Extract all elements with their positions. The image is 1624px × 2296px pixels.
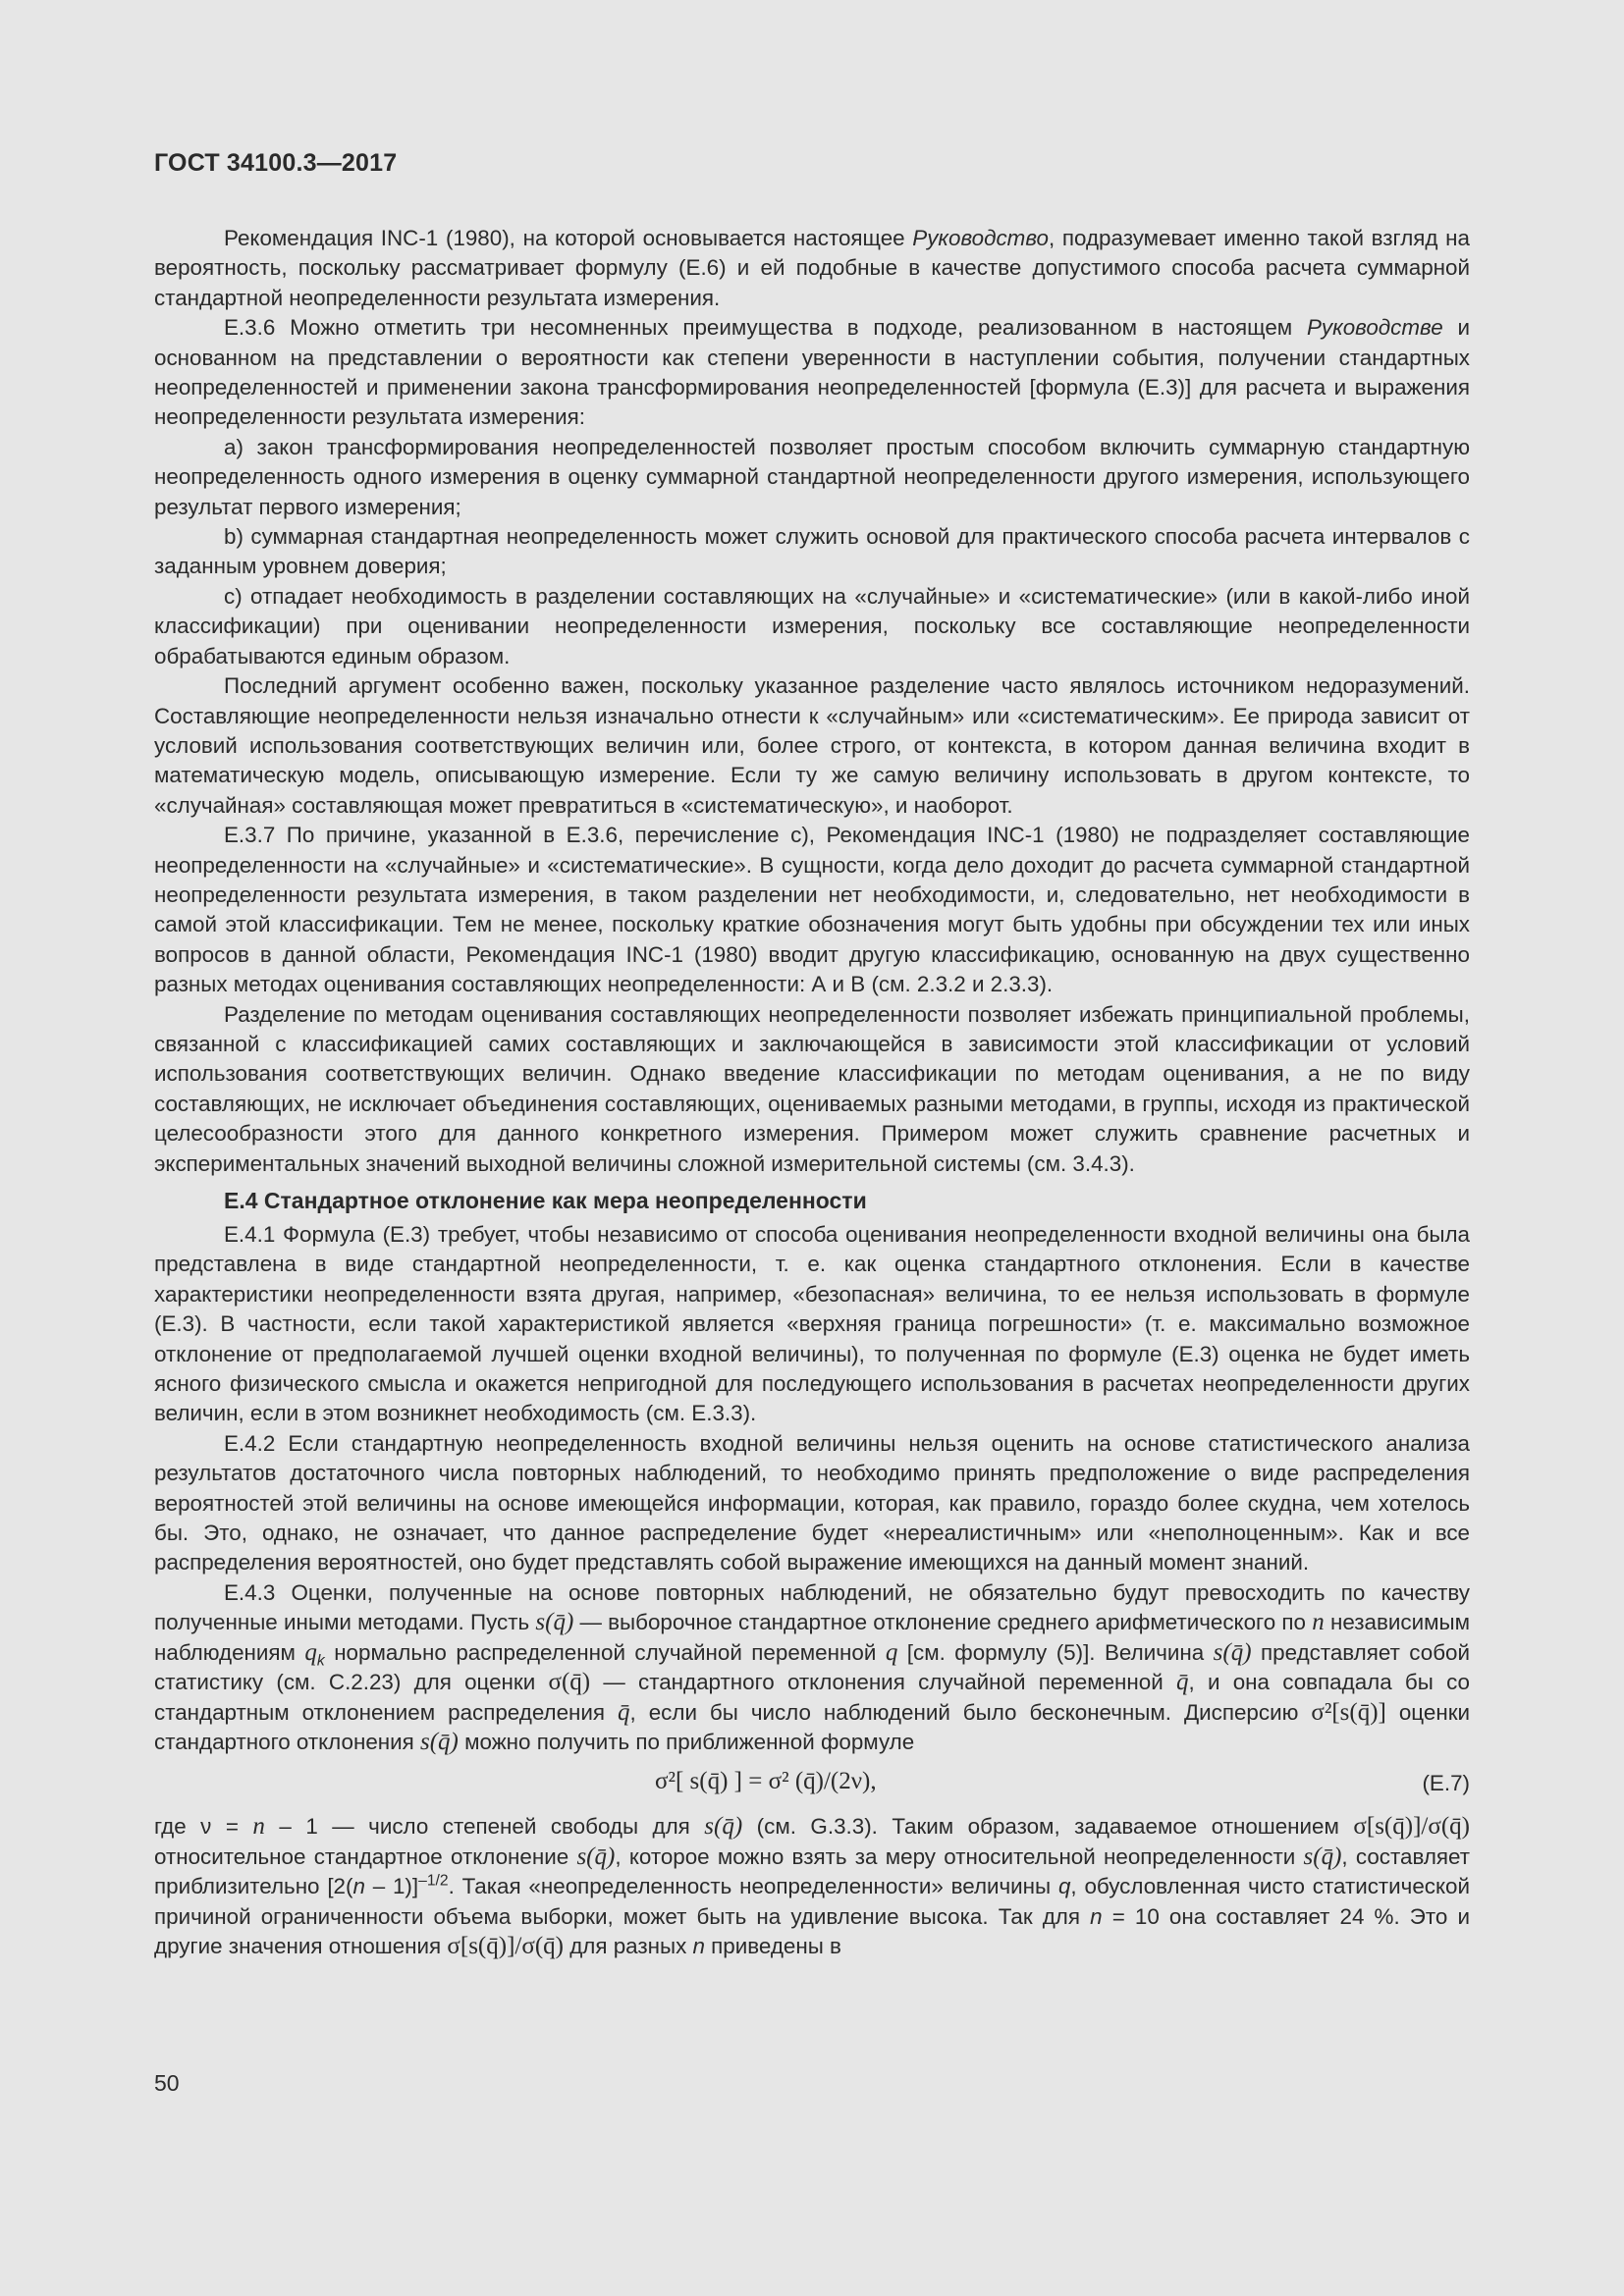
text-run: [см. формулу (5)]. Величина: [897, 1639, 1214, 1665]
paragraph: [154, 313, 1470, 433]
exponent: –1/2: [418, 1872, 449, 1890]
math-ratio: σ[s(q̄)]/σ(q̄): [1353, 1813, 1470, 1841]
section-heading: Е.4 Стандартное отклонение как мера неопределенности: [224, 1188, 867, 1213]
math-n: n: [1090, 1903, 1103, 1929]
math-k: k: [316, 1652, 325, 1670]
math-ratio: σ[s(q̄)]/σ(q̄): [447, 1932, 564, 1959]
text-run: представляет собой статистику (см. С.2.23) для оценки: [154, 1639, 1470, 1695]
page-number: 50: [154, 2070, 180, 2096]
formula-e7-label: (Е.7): [1422, 1771, 1470, 1796]
text-run: и основанном на представлении о вероятности как степени уверенности в наступлении события, получении стандартных неопределенностей и применении закона трансформирования неопределенностей [формула (Е.3)] для расчета и выражения неопределенности результата измерения:: [154, 315, 1470, 430]
math-n: n: [1312, 1609, 1325, 1636]
text-run: – 1 — число степеней свободы для: [264, 1814, 705, 1840]
text-run: независимым наблюдениям: [154, 1610, 1470, 1665]
math-s-qbar: s(q̄): [1303, 1842, 1342, 1870]
text-run: Е.3.6 Можно отметить три несомненных преимущества в подходе, реализованном в настоящем: [224, 315, 1307, 341]
text-run: Рекомендация INC-1 (1980), на которой основывается настоящее: [224, 226, 913, 250]
math-q: q: [885, 1638, 898, 1666]
text-run: можно получить по приближенной формуле: [458, 1729, 915, 1754]
math-s-qbar: s(q̄): [704, 1813, 743, 1841]
document-body: [154, 224, 1470, 1961]
text-run: , если бы число наблюдений было бесконечным. Дисперсию: [629, 1699, 1312, 1725]
paragraph: Последний аргумент особенно важен, поскольку указанное разделение часто являлось источником недоразумений. Составляющие неопределенности нельзя изначально отнести к «случайным» или «систематическим». Ее природа зависит от условий использования соответствующих величин или, более строго, от контекста, в котором данная величина входит в математическую модель, описывающую измерение. Если ту же самую величину использовать в другом контексте, то «случайная» составляющая может превратиться в «систематическую», и наоборот.: [154, 673, 1470, 818]
text-run: , обусловленная чисто статистической причиной ограниченности объема выборки, может быть на удивление высока. Так для: [154, 1874, 1470, 1929]
math-s-qbar: s(q̄): [535, 1609, 574, 1636]
text-italic: Руководство: [912, 226, 1049, 250]
formula-e7: [154, 1763, 1470, 1808]
math-q: q: [1057, 1874, 1071, 1899]
text-run: , и она совпадала бы со стандартным отклонением распределения: [154, 1670, 1470, 1725]
list-item-a: a) закон трансформирования неопределенностей позволяет простым способом включить суммарную стандартную неопределенность одного измерения в оценку суммарной стандартной неопределенности другого измерения, использующего результат первого измерения;: [154, 434, 1470, 519]
text-run: нормально распределенной случайной переменной: [324, 1639, 886, 1665]
paragraph-e43: [154, 1578, 1470, 1757]
text-run: Е.4.3 Оценки, полученные на основе повторных наблюдений, не обязательно будут превосходить по качеству полученные иными методами. Пусть: [154, 1579, 1470, 1635]
formula-e7-expression: σ²[ s(q̄) ] = σ² (q̄)/(2ν),: [655, 1768, 877, 1795]
text-italic: Руководстве: [1307, 315, 1443, 341]
math-s-qbar: s(q̄): [1213, 1638, 1252, 1666]
text-run: , подразумевает именно такой взгляд на вероятность, поскольку рассматривает формулу (Е.6) и ей подобные в качестве допустимого способа расчета суммарной стандартной неопределенности результата измерения.: [154, 226, 1470, 310]
paragraph: [154, 224, 1470, 313]
paragraph: Е.4.2 Если стандартную неопределенность входной величины нельзя оценить на основе статистического анализа результатов достаточного числа повторных наблюдений, то необходимо принять предположение о виде распределения вероятностей этой величины на основе имеющейся информации, которая, как правило, гораздо более скудна, чем хотелось бы. Это, однако, не означает, что данное распределение будет «нереалистичным» или «неполноценным». Как и все распределения вероятностей, оно будет представлять собой выражение имеющихся на данный момент знаний.: [154, 1430, 1470, 1575]
math-n: n: [692, 1933, 705, 1958]
text-run: оценки стандартного отклонения: [154, 1699, 1470, 1754]
paragraph: Е.4.1 Формула (Е.3) требует, чтобы независимо от способа оценивания неопределенности входной величины она была представлена в виде стандартной неопределенности, т. е. как оценка стандартного отклонения. Если в качестве характеристики неопределенности взята другая, например, «безопасная» величина, то ее нельзя использовать в формуле (Е.3). В частности, если такой характеристикой является «верхняя граница погрешности» (т. е. максимально возможное отклонение от предполагаемой лучшей оценки входной величины), то полученная по формуле (Е.3) оценка не будет иметь ясного физического смысла и окажется непригодной для последующего использования в расчетах неопределенности других величин, если в этом возникнет необходимость (см. Е.3.3).: [154, 1222, 1470, 1426]
text-run: — выборочное стандартное отклонение среднего арифметического по: [573, 1610, 1313, 1635]
math-s-qbar: s(q̄): [576, 1842, 616, 1870]
text-run: = 10 она составляет 24 %. Это и другие значения отношения: [154, 1903, 1470, 1958]
document-header: ГОСТ 34100.3—2017: [154, 149, 398, 177]
math-qbar: q̄: [618, 1698, 630, 1726]
math-sigma2-s-qbar: σ²[s(q̄)]: [1311, 1698, 1386, 1726]
text-run: где ν =: [154, 1814, 253, 1840]
math-sigma-qbar: σ(q̄): [548, 1669, 591, 1696]
paragraph-after-e7: [154, 1812, 1470, 1961]
text-run: относительное стандартное отклонение: [154, 1843, 577, 1869]
list-item-b: b) суммарная стандартная неопределенность может служить основой для практического способа расчета интервалов с заданным уровнем доверия;: [154, 524, 1470, 579]
text-run: для разных: [564, 1933, 693, 1958]
math-q: q: [304, 1638, 317, 1666]
text-run: , составляет приблизительно [2(: [154, 1843, 1470, 1899]
text-run: — стандартного отклонения случайной переменной: [590, 1670, 1176, 1695]
paragraph: Разделение по методам оценивания составляющих неопределенности позволяет избежать принципиальной проблемы, связанной с классификацией самих составляющих и заключающейся в зависимости этой классификации от условий использования соответствующих величин. Однако введение классификации по методам оценивания, а не по виду составляющих, не исключает объединения составляющих, оцениваемых разными методами, в группы, исходя из практической целесообразности этого для данного конкретного измерения. Примером может служить сравнение расчетных и экспериментальных значений выходной величины сложной измерительной системы (см. 3.4.3).: [154, 1001, 1470, 1176]
text-run: – 1)]: [364, 1874, 419, 1899]
math-qbar: q̄: [1176, 1669, 1189, 1696]
text-run: . Такая «неопределенность неопределенности» величины: [448, 1874, 1058, 1899]
math-n: n: [252, 1813, 265, 1841]
paragraph: Е.3.7 По причине, указанной в Е.3.6, перечисление c), Рекомендация INC-1 (1980) не подразделяет составляющие неопределенности на «случайные» и «систематические». В сущности, когда дело доходит до расчета суммарной стандартной неопределенности результата измерения, в таком разделении нет необходимости, и, следовательно, нет необходимости в самой этой классификации. Тем не менее, поскольку краткие обозначения могут быть удобны при обсуждении тех или иных вопросов в данной области, Рекомендация INC-1 (1980) вводит другую классификацию, основанную на двух существенно разных методах оценивания составляющих неопределенности: А и В (см. 2.3.2 и 2.3.3).: [154, 823, 1470, 997]
text-run: приведены в: [704, 1933, 841, 1958]
text-run: , которое можно взять за меру относительной неопределенности: [615, 1843, 1304, 1869]
text-run: (см. G.3.3). Таким образом, задаваемое отношением: [742, 1814, 1354, 1840]
math-n: n: [352, 1874, 365, 1899]
math-s-qbar: s(q̄): [419, 1728, 459, 1755]
list-item-c: c) отпадает необходимость в разделении составляющих на «случайные» и «систематические» (или в какой-либо иной классификации) при оценивании неопределенности измерения, поскольку все составляющие неопределенности обрабатываются единым образом.: [154, 583, 1470, 668]
